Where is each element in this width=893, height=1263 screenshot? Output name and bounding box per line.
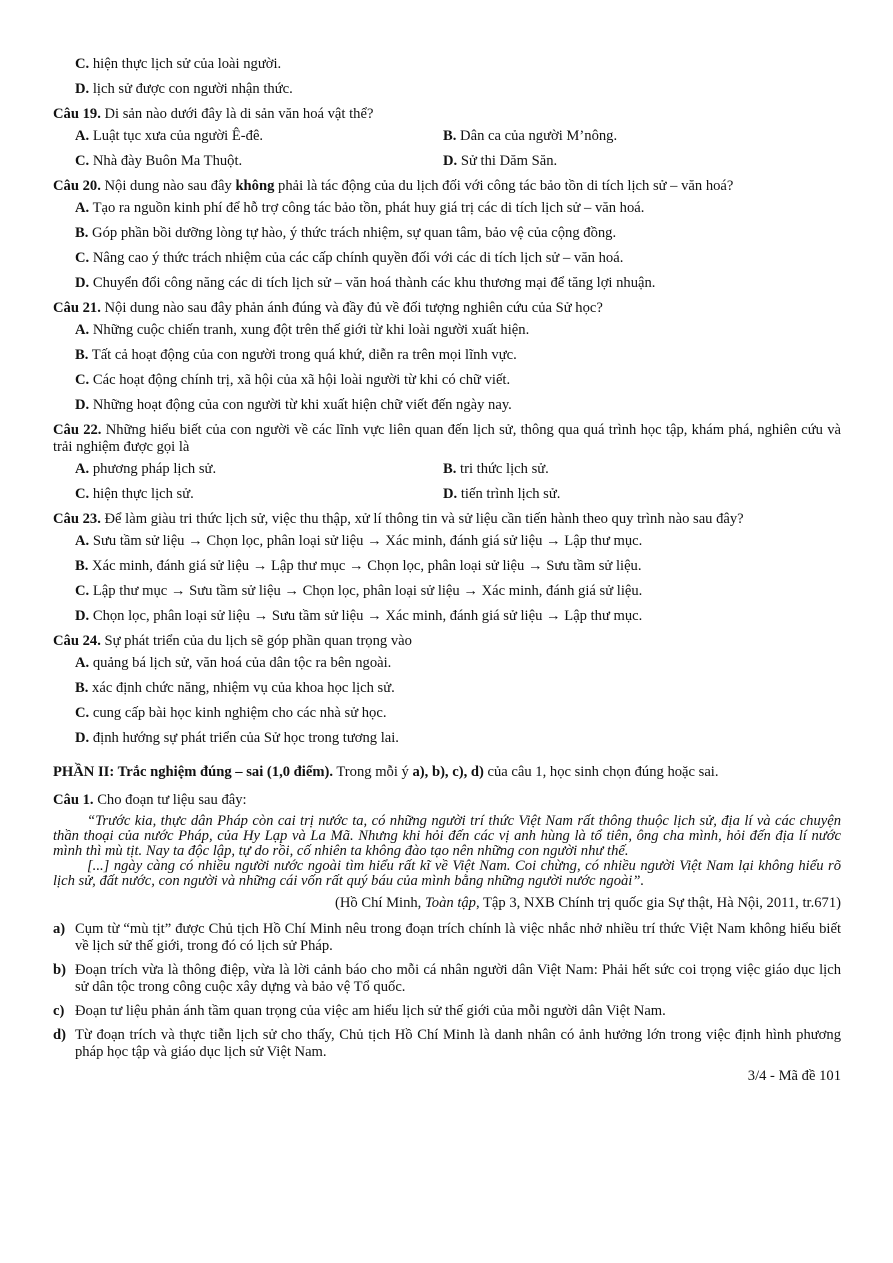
statement-a: a) Cụm từ “mù tịt” được Chủ tịch Hồ Chí Minh nêu trong đoạn trích chính là việc nhắc nhở nhiều trí thức Việt Nam không hiểu biết về lịch sử thế giới, trong đó có lịch sử Pháp.	[53, 921, 841, 954]
statement-c: c) Đoạn tư liệu phản ánh tầm quan trọng của việc am hiểu lịch sử thế giới của mỗi người dân Việt Nam.	[53, 1003, 666, 1019]
exam-page	[53, 56, 841, 1085]
option-c: C. hiện thực lịch sử của loài người.	[75, 56, 282, 72]
option-d: D. Sử thi Dăm Săn.	[443, 153, 558, 169]
question-22: Câu 22. Những hiểu biết của con người về các lĩnh vực liên quan đến lịch sử, thông qua quá trình học tập, khám phá, nghiên cứu và trải nghiệm được gọi là	[53, 422, 842, 455]
quote-paragraph-2: [...] ngày càng có nhiều người nước ngoài tìm hiểu rất kĩ về Việt Nam. Coi chừng, có nhiều người Việt Nam lại không hiểu rõ lịch sử, đất nước, con người và những cái vốn rất quý báu của mình bằng những người nước ngoài”.	[53, 858, 841, 889]
option-d: D. Chuyển đổi công năng các di tích lịch sử – văn hoá thành các khu thương mại để tăng lợi nhuận.	[75, 275, 656, 291]
statement-b: b) Đoạn trích vừa là thông điệp, vừa là lời cảnh báo cho mỗi cá nhân người dân Việt Nam: Phải hết sức coi trọng việc giáo dục lịch sử dân tộc trong công cuộc xây dựng và bảo vệ Tổ quốc.	[53, 962, 841, 995]
part-2-question-1: Câu 1. Cho đoạn tư liệu sau đây:	[53, 792, 247, 808]
option-b: B. Xác minh, đánh giá sử liệu → Lập thư mục → Chọn lọc, phân loại sử liệu → Sưu tầm sử liệu.	[75, 558, 642, 574]
question-21: Câu 21. Nội dung nào sau đây phản ánh đúng và đầy đủ về đối tượng nghiên cứu của Sử học?	[53, 300, 603, 316]
option-b: B. Góp phần bồi dưỡng lòng tự hào, ý thức trách nhiệm, sự quan tâm, bảo vệ của cộng đồng.	[75, 225, 617, 241]
option-c: C. hiện thực lịch sử.	[75, 486, 194, 502]
question-24: Câu 24. Sự phát triển của du lịch sẽ góp phần quan trọng vào	[53, 633, 412, 649]
option-c: C. Nhà đày Buôn Ma Thuột.	[75, 153, 243, 169]
option-d: D. lịch sử được con người nhận thức.	[75, 81, 293, 97]
option-c: C. Nâng cao ý thức trách nhiệm của các cấp chính quyền đối với các di tích lịch sử – văn hoá.	[75, 250, 624, 266]
statement-d: d) Từ đoạn trích và thực tiễn lịch sử cho thấy, Chủ tịch Hồ Chí Minh là danh nhân có ảnh hưởng lớn trong việc định hình phương pháp học tập và giáo dục lịch sử Việt Nam.	[53, 1027, 841, 1060]
option-b: B. Tất cả hoạt động của con người trong quá khứ, diễn ra trên mọi lĩnh vực.	[75, 347, 517, 363]
part-2-heading: PHẦN II: Trắc nghiệm đúng – sai (1,0 điểm). Trong mỗi ý a), b), c), d) của câu 1, học sinh chọn đúng hoặc sai.	[53, 764, 719, 780]
option-a: A. quảng bá lịch sử, văn hoá của dân tộc ra bên ngoài.	[75, 655, 392, 671]
option-a: A. Luật tục xưa của người Ê-đê.	[75, 128, 264, 144]
option-b: B. Dân ca của người M’nông.	[443, 128, 618, 144]
question-20: Câu 20. Nội dung nào sau đây không phải là tác động của du lịch đối với công tác bảo tồn di tích lịch sử – văn hoá?	[53, 178, 734, 194]
option-a: A. Sưu tầm sử liệu → Chọn lọc, phân loại sử liệu → Xác minh, đánh giá sử liệu → Lập thư mục.	[75, 533, 643, 549]
option-d: D. tiến trình lịch sử.	[443, 486, 561, 502]
option-b: B. tri thức lịch sử.	[443, 461, 549, 477]
option-a: A. phương pháp lịch sử.	[75, 461, 217, 477]
option-a: A. Tạo ra nguồn kinh phí để hỗ trợ công tác bảo tồn, phát huy giá trị các di tích lịch sử – văn hoá.	[75, 200, 645, 216]
option-c: C. Các hoạt động chính trị, xã hội của xã hội loài người từ khi có chữ viết.	[75, 372, 511, 388]
option-d: D. Những hoạt động của con người từ khi xuất hiện chữ viết đến ngày nay.	[75, 397, 512, 413]
quote-paragraph-1: “Trước kia, thực dân Pháp còn cai trị nước ta, có những người trí thức Việt Nam rất thông thuộc lịch sử, địa lí và các chuyện thần thoại của nước Pháp, của Hy Lạp và La Mã. Nhưng khi hỏi đến các vị anh hùng là tổ tiên, ông cha mình, hỏi đến địa lí nước mình thì mù tịt. Nay ta độc lập, tự do rồi, cố nhiên ta không đào tạo nên những con người như thế.	[53, 813, 841, 859]
option-d: D. Chọn lọc, phân loại sử liệu → Sưu tầm sử liệu → Xác minh, đánh giá sử liệu → Lập thư mục.	[75, 608, 643, 624]
option-c: C. Lập thư mục → Sưu tầm sử liệu → Chọn lọc, phân loại sử liệu → Xác minh, đánh giá sử liệu.	[75, 583, 643, 599]
question-19: Câu 19. Di sản nào dưới đây là di sản văn hoá vật thể?	[53, 106, 374, 122]
option-a: A. Những cuộc chiến tranh, xung đột trên thế giới từ khi loài người xuất hiện.	[75, 322, 530, 338]
options-row	[53, 153, 841, 170]
option-d: D. định hướng sự phát triển của Sử học trong tương lai.	[75, 730, 399, 746]
options-row	[53, 128, 841, 145]
question-23: Câu 23. Để làm giàu tri thức lịch sử, việc thu thập, xử lí thông tin và sử liệu cần tiến hành theo quy trình nào sau đây?	[53, 511, 744, 527]
option-c: C. cung cấp bài học kinh nghiệm cho các nhà sử học.	[75, 705, 387, 721]
quote-source: (Hồ Chí Minh, Toàn tập, Tập 3, NXB Chính trị quốc gia Sự thật, Hà Nội, 2011, tr.671)	[334, 895, 841, 911]
page-footer: 3/4 - Mã đề 101	[747, 1068, 841, 1084]
option-b: B. xác định chức năng, nhiệm vụ của khoa học lịch sử.	[75, 680, 395, 696]
options-row	[53, 486, 841, 503]
options-row	[53, 461, 841, 478]
